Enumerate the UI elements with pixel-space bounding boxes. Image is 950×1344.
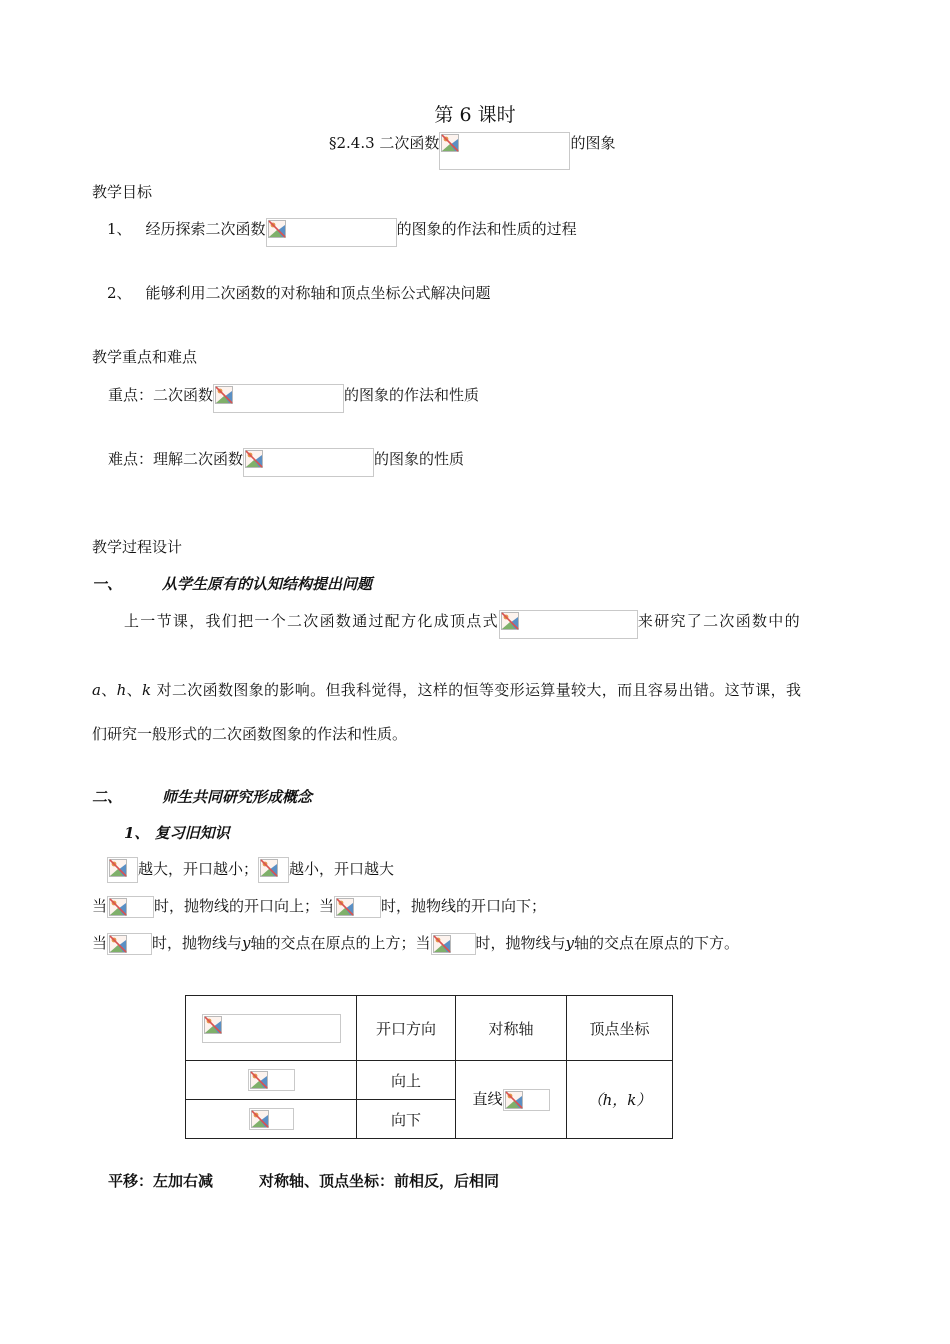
formula-image [107,896,154,918]
broken-image-icon [251,1110,269,1128]
broken-image-icon [336,898,354,916]
formula-image [107,857,138,883]
broken-image-icon [109,859,127,877]
table-cell-vertex: （h，k） [567,1061,673,1139]
process-heading: 教学过程设计 [92,538,183,556]
table-header: 开口方向 [357,996,456,1061]
formula-image [202,1014,341,1043]
broken-image-icon [260,859,278,877]
difficulty-line: 难点：理解二次函数 的图象的性质 [108,448,464,477]
keypoints-heading: 教学重点和难点 [92,348,198,366]
formula-image [503,1089,550,1111]
subtitle-suffix: 的图象 [570,134,616,152]
review-line-3: 当 时，抛物线与y轴的交点在原点的上方；当 时，抛物线与y轴的交点在原点的下方。 [92,931,739,955]
goal-item-2: 2、 能够利用二次函数的对称轴和顶点坐标公式解决问题 [107,284,491,302]
formula-image [243,448,374,477]
table-cell-direction: 向下 [357,1100,456,1139]
table-cell-condition [186,1061,357,1100]
summary-line [108,1170,499,1191]
table-row [186,1061,673,1100]
formula-image [258,857,289,883]
page-subtitle [329,132,615,172]
formula-image [213,384,344,413]
broken-image-icon [441,134,459,152]
table-cell-axis: 直线 [456,1061,567,1139]
paragraph-1: 上一节课，我们把一个二次函数通过配方化成顶点式 来研究了二次函数中的 [124,610,801,639]
focus-line: 重点：二次函数 的图象的作法和性质 [108,384,479,413]
paragraph-2: a、h、k 对二次函数图象的影响。但我科觉得，这样的恒等变形运算量较大，而且容易出错。这节课，我 [92,681,802,699]
review-line-2: 当 时，抛物线的开口向上；当 时，抛物线的开口向下； [92,894,546,918]
table-header-formula [186,996,357,1061]
section-2-heading: 二、 师生共同研究形成概念 [92,788,313,806]
goal-item-1: 1、 经历探索二次函数 的图象的作法和性质的过程 [107,218,577,247]
broken-image-icon [505,1091,523,1109]
formula-image [431,933,476,955]
formula-image [248,1069,295,1091]
paragraph-3: 们研究一般形式的二次函数图象的作法和性质。 [92,725,408,743]
properties-table [185,995,673,1139]
subtitle-prefix: §2.4.3 二次函数 [329,134,440,152]
broken-image-icon [109,898,127,916]
section-1-heading: 一、 从学生原有的认知结构提出问题 [92,575,373,593]
broken-image-icon [109,935,127,953]
broken-image-icon [268,220,286,238]
broken-image-icon [204,1016,222,1034]
broken-image-icon [245,450,263,468]
review-line-1: 越大，开口越小； 越小，开口越大 [107,856,394,883]
summary-shift: 平移：左加右减 [108,1172,214,1190]
formula-image [439,132,570,170]
formula-image [334,896,381,918]
table-header: 顶点坐标 [567,996,673,1061]
table-cell-direction: 向上 [357,1061,456,1100]
table-cell-condition [186,1100,357,1139]
formula-image [249,1108,294,1130]
formula-image [107,933,152,955]
table-header: 对称轴 [456,996,567,1061]
subsection-heading: 1、 复习旧知识 [124,824,230,842]
broken-image-icon [501,612,519,630]
broken-image-icon [433,935,451,953]
formula-image [266,218,397,247]
page-title: 第 6 课时 [434,104,516,126]
broken-image-icon [215,386,233,404]
broken-image-icon [250,1071,268,1089]
table-header-row [186,996,673,1061]
summary-rule: 对称轴、顶点坐标：前相反，后相同 [259,1172,500,1190]
goals-heading: 教学目标 [92,183,153,201]
formula-image [499,610,638,639]
